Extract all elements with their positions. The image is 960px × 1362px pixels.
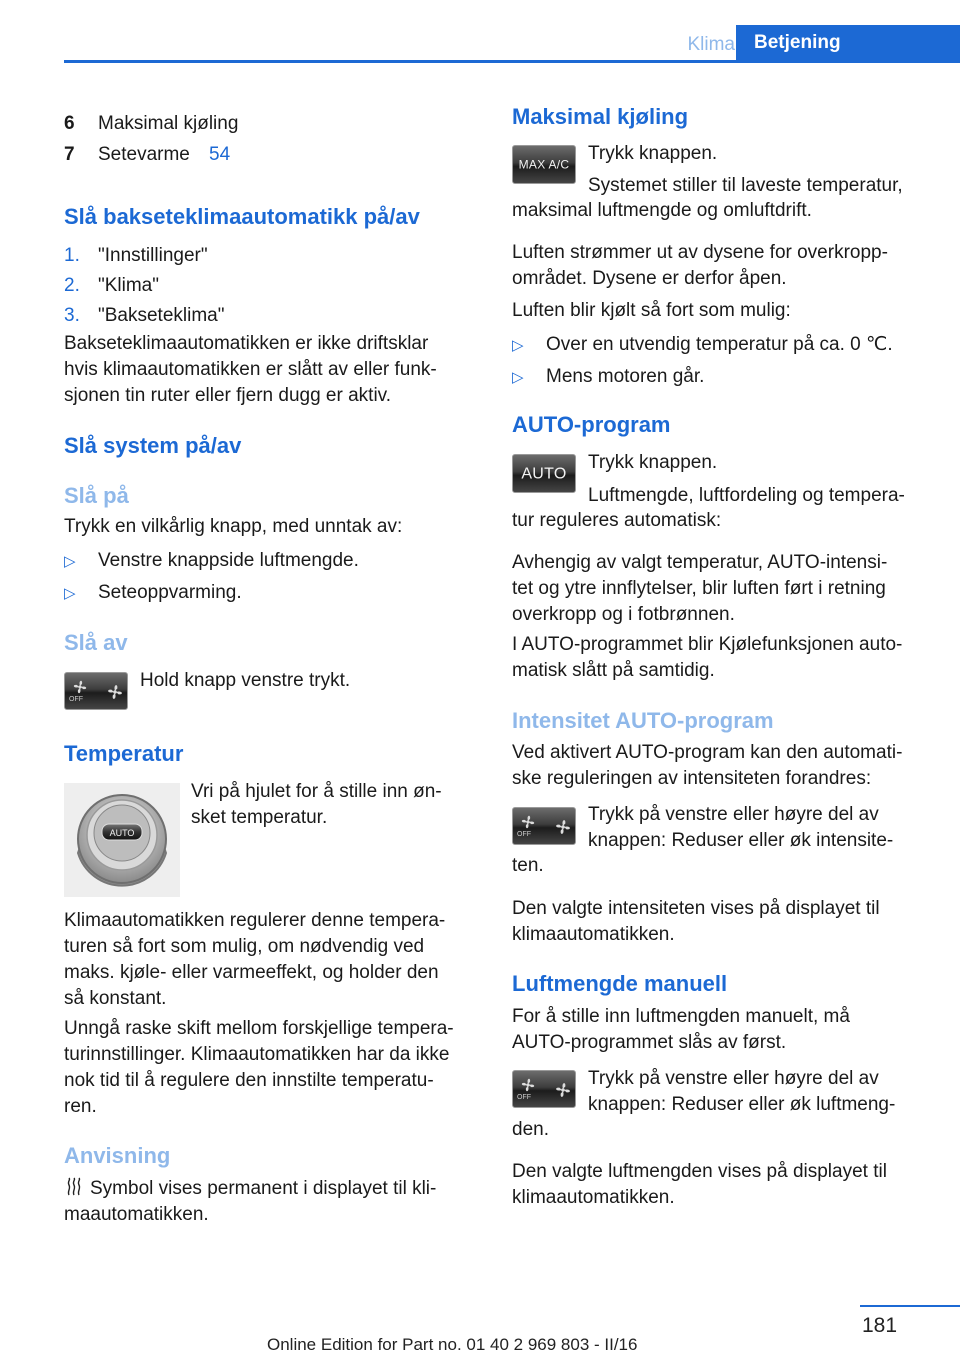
fan-icon	[105, 682, 125, 702]
page-number: 181	[862, 1314, 898, 1337]
heading-sla-pa: Slå på	[64, 483, 129, 508]
maks-text: maksimal luftmengde og omluftdrift.	[512, 200, 812, 221]
fan-icon	[553, 817, 573, 837]
baksete-paragraph-line: Bakseteklimaautomatikken er ikke driftsklar	[64, 333, 429, 354]
heading-baksete: Slå bakseteklimaautomatikk på/av	[64, 204, 420, 229]
temp-paragraph-line: ren.	[64, 1096, 97, 1117]
auto-paragraph-line: overkropp og i fotbrønnen.	[512, 604, 735, 625]
max-ac-button-image	[512, 145, 576, 184]
luft-text: den.	[512, 1119, 549, 1140]
intens-side-text: Trykk på venstre eller høyre del av	[588, 804, 879, 825]
heading-sla-av: Slå av	[64, 630, 128, 655]
sla-pa-paragraph: Trykk en vilkårlig knapp, med unntak av:	[64, 516, 403, 537]
auto-side-text: Luftmengde, luftfordeling og tempera-	[588, 485, 905, 506]
auto-paragraph-line: tet og ytre innflytelser, blir luften ført i retning	[512, 578, 886, 599]
heading-temperatur: Temperatur	[64, 741, 184, 766]
temp-paragraph-line: turen så fort som mulig, om nødvendig ved	[64, 936, 425, 957]
header-rule	[64, 60, 960, 63]
intens-paragraph-line: klimaautomatikken.	[512, 924, 675, 945]
fan-icon	[553, 1080, 573, 1100]
temp-side-text: sket temperatur.	[191, 807, 328, 828]
fan-button-image	[512, 807, 576, 845]
bullet-triangle-icon: ▷	[512, 369, 524, 386]
temp-paragraph-line: Unngå raske skift mellom forskjellige tempera-	[64, 1018, 454, 1039]
luft-paragraph-line: For å stille inn luftmengden manuelt, må	[512, 1006, 850, 1027]
maks-paragraph: Luften blir kjølt så fort som mulig:	[512, 300, 791, 321]
auto-side-text: Trykk knappen.	[588, 452, 718, 473]
temp-paragraph-line: maks. kjøle- eller varmeeffekt, og holder den	[64, 962, 439, 983]
temperature-wheel-image	[64, 783, 180, 897]
heading-maksimal-kjoling: Maksimal kjøling	[512, 104, 689, 129]
step-1-number: 1.	[64, 245, 80, 266]
anvisning-text: maautomatikken.	[64, 1204, 209, 1225]
auto-paragraph-line: matisk slått på samtidig.	[512, 660, 715, 681]
auto-label: AUTO	[109, 828, 135, 838]
item-7-number: 7	[64, 144, 75, 165]
bullet-triangle-icon: ▷	[64, 585, 76, 602]
fan-icon	[519, 1076, 537, 1094]
sla-av-text: Hold knapp venstre trykt.	[140, 670, 351, 691]
baksete-paragraph-line: hvis klimaautomatikken er slått av eller funk-	[64, 359, 437, 380]
auto-paragraph-line: I AUTO-programmet blir Kjølefunksjonen auto-	[512, 634, 903, 655]
intens-paragraph-line: Ved aktivert AUTO-program kan den automati-	[512, 742, 903, 763]
item-6-text: Maksimal kjøling	[98, 113, 239, 134]
bullet-triangle-icon: ▷	[512, 337, 524, 354]
maks-bullet: Over en utvendig temperatur på ca. 0 ℃.	[546, 334, 893, 355]
maks-side-text: Trykk knappen.	[588, 143, 718, 164]
off-label: OFF	[517, 1094, 531, 1101]
auto-button-image	[512, 454, 576, 493]
luft-side-text: knappen: Reduser eller øk luftmeng-	[588, 1094, 896, 1115]
step-2-text: "Klima"	[98, 275, 159, 296]
auto-paragraph-line: Avhengig av valgt temperatur, AUTO-intensi-	[512, 552, 888, 573]
temperature-dial-icon	[64, 783, 180, 897]
anvisning-text: Symbol vises permanent i displayet til kli-	[90, 1178, 437, 1199]
header-tab-betjening[interactable]: Betjening	[736, 25, 960, 61]
header-tab-klima[interactable]: Klima	[687, 34, 735, 55]
item-7-page-link[interactable]: 54	[209, 144, 231, 165]
footer-edition: Online Edition for Part no. 01 40 2 969 803 - II/16	[267, 1335, 638, 1354]
temp-side-text: Vri på hjulet for å stille inn øn-	[191, 781, 442, 802]
sla-pa-bullet: Venstre knappside luftmengde.	[98, 550, 359, 571]
step-3-number: 3.	[64, 305, 80, 326]
footer-rule	[860, 1305, 960, 1307]
intens-text: ten.	[512, 855, 544, 876]
temp-paragraph-line: turinnstillinger. Klimaautomatikken har da ikke	[64, 1044, 450, 1065]
off-label: OFF	[517, 831, 531, 838]
luft-paragraph-line: klimaautomatikken.	[512, 1187, 675, 1208]
heading-anvisning: Anvisning	[64, 1143, 171, 1168]
fan-off-button-image	[64, 672, 128, 710]
heading-system: Slå system på/av	[64, 433, 242, 458]
maks-side-text: Systemet stiller til laveste temperatur,	[588, 175, 903, 196]
step-2-number: 2.	[64, 275, 80, 296]
maks-paragraph-line: Luften strømmer ut av dysene for overkropp-	[512, 242, 888, 263]
fan-icon	[71, 678, 89, 696]
temp-paragraph-line: så konstant.	[64, 988, 167, 1009]
luft-paragraph-line: AUTO-programmet slås av først.	[512, 1032, 787, 1053]
heading-intensitet: Intensitet AUTO-program	[512, 708, 774, 733]
sla-pa-bullet: Seteoppvarming.	[98, 582, 242, 603]
intens-paragraph-line: Den valgte intensiteten vises på displayet til	[512, 898, 880, 919]
luft-side-text: Trykk på venstre eller høyre del av	[588, 1068, 879, 1089]
auto-label: AUTO	[521, 464, 567, 482]
heading-auto-program: AUTO-program	[512, 412, 671, 437]
item-7-text: Setevarme	[98, 144, 190, 165]
auto-text: tur reguleres automatisk:	[512, 510, 722, 531]
fan-icon	[519, 813, 537, 831]
temp-paragraph-line: Klimaautomatikken regulerer denne tempera-	[64, 910, 446, 931]
bullet-triangle-icon: ▷	[64, 553, 76, 570]
heat-waves-icon	[66, 1177, 82, 1197]
maks-bullet: Mens motoren går.	[546, 366, 705, 387]
temp-paragraph-line: nok tid til å regulere den innstilte temperatu-	[64, 1070, 434, 1091]
maks-paragraph-line: området. Dysene er derfor åpen.	[512, 268, 787, 289]
heading-luftmengde: Luftmengde manuell	[512, 971, 728, 996]
step-1-text: "Innstillinger"	[98, 245, 208, 266]
step-3-text: "Bakseteklima"	[98, 305, 225, 326]
luft-paragraph-line: Den valgte luftmengden vises på displayet til	[512, 1161, 887, 1182]
off-label: OFF	[69, 696, 83, 703]
item-6-number: 6	[64, 113, 75, 134]
intens-paragraph-line: ske reguleringen av intensiteten forandres:	[512, 768, 872, 789]
baksete-paragraph-line: sjonen tin ruter eller fjern dugg er aktiv.	[64, 385, 392, 406]
fan-button-image	[512, 1070, 576, 1108]
intens-side-text: knappen: Reduser eller øk intensite-	[588, 830, 894, 851]
max-ac-label: MAX A/C	[518, 156, 570, 171]
